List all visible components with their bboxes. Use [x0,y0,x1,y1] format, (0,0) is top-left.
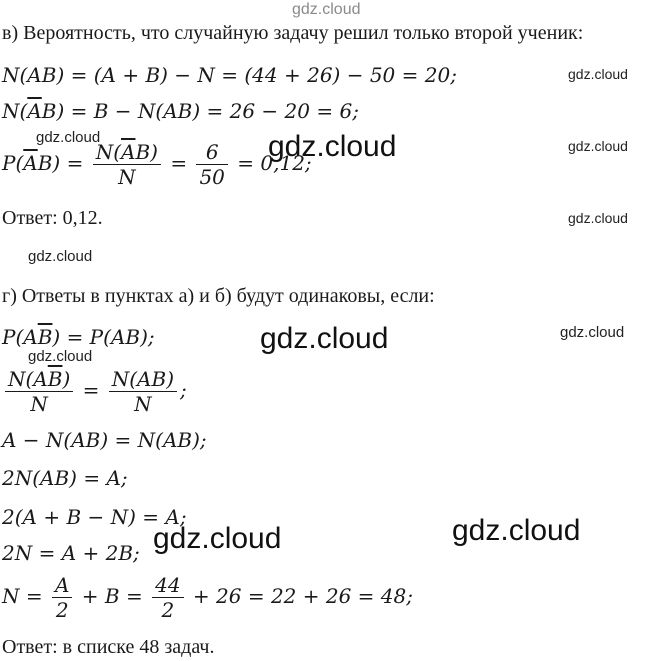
fraction: $\frac{44}{2}$ [152,573,183,622]
section-v-heading: в) Вероятность, что случайную задачу решил только второй ученик: [2,22,584,44]
watermark-large: gdz.cloud [452,514,581,547]
formula-fraction-line: N = $\frac{A}{2}$ + B = $\frac{44}{2}$ + 26 = 22 + 26 = 48; [2,573,413,622]
answer-v: Ответ: 0,12. [2,207,103,229]
formula-line: A − N(AB) = N(AB); [2,428,207,452]
watermark-small: gdz.cloud [560,324,625,341]
fraction: $\frac{6}{50}$ [196,140,227,189]
formula-line: 2N = A + 2B; [2,541,140,565]
fraction: $\frac{N(A\overline{B})}{N}$ [5,367,73,416]
answer-g: Ответ: в списке 48 задач. [2,636,215,658]
formula-line: $P(A\overline{B}) = P(AB)$; [2,325,155,349]
fraction: $\frac{N(\overline{A}B)}{N}$ [93,140,161,189]
watermark-large: gdz.cloud [268,130,397,163]
formula-line: N(AB) = (A + B) − N = (44 + 26) − 50 = 20; [2,63,457,87]
formula-line: 2N(AB) = A; [2,466,128,490]
fraction: $\frac{A}{2}$ [52,573,72,622]
watermark-small: gdz.cloud [568,210,628,226]
fraction: $\frac{N(AB)}{N}$ [109,367,177,416]
formula-line: $N(\overline{A}B) = B - N(AB) = 26 - 20 = 6$; [2,99,359,123]
watermark-large: gdz.cloud [153,522,282,555]
watermark-small: gdz.cloud [568,66,628,82]
watermark-small: gdz.cloud [28,248,93,265]
section-g-heading: г) Ответы в пунктах а) и б) будут одинаковы, если: [2,285,435,307]
formula-line: 2(A + B − N) = A; [2,505,187,529]
watermark-small: gdz.cloud [28,348,93,365]
watermark-small: gdz.cloud [568,138,628,154]
watermark-top: gdz.cloud [292,1,361,18]
watermark-small: gdz.cloud [36,129,101,146]
watermark-large: gdz.cloud [260,322,389,355]
formula-fraction-line: $\frac{N(A\overline{B})}{N}$ = $\frac{N(AB)}{N}$ ; [2,367,187,416]
formula-fraction-line: $P(\overline{A}B)$ = $\frac{N(\overline{A}B)}{N}$ = $\frac{6}{50}$ = 0,12; [2,140,312,189]
